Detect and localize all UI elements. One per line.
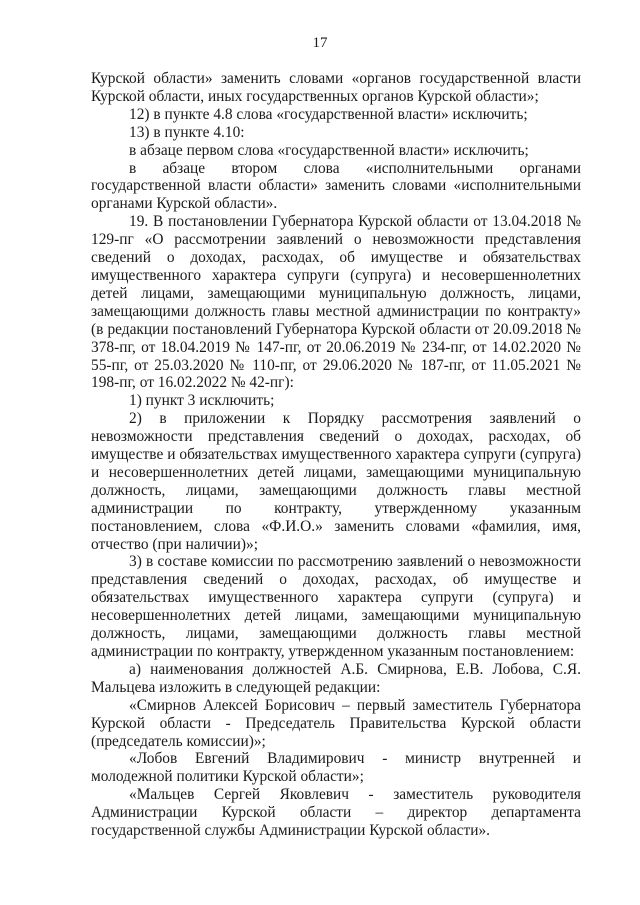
paragraph-quote-maltsev: «Мальцев Сергей Яковлевич - заместитель руководителя Администрации Курской области – директор департамента государственной службы Администрации Курской области». xyxy=(91,786,581,840)
paragraph-section-19: 19. В постановлении Губернатора Курской области от 13.04.2018 № 129-пг «О рассмотрении заявлений о невозможности представления сведений о доходах, расходах, об имуществе и обязательствах имущественного характера супруги (супруга) и несовершеннолетних детей лицами, замещающими муниципальную должность, лицами, замещающими должность главы местной администрации по контракту» (в редакции постановлений Губернатора Курской области от 20.09.2018 № 378-пг, от 18.04.2019 № 147-пг, от 20.06.2019 № 234-пг, от 14.02.2020 № 55-пг, от 25.03.2020 № 110-пг, от 29.06.2020 № 187-пг, от 11.05.2021 № 198-пг, от 16.02.2022 № 42-пг): xyxy=(91,213,581,392)
paragraph-quote-smirnov: «Смирнов Алексей Борисович – первый заместитель Губернатора Курской области - Председатель Правительства Курской области (председатель комиссии)»; xyxy=(91,696,581,750)
paragraph-quote-lobov: «Лобов Евгений Владимирович - министр внутренней и молодежной политики Курской области»; xyxy=(91,750,581,786)
paragraph-subpoint-a: а) наименования должностей А.Б. Смирнова, Е.В. Лобова, С.Я. Мальцева изложить в следующей редакции: xyxy=(91,660,581,696)
paragraph-item-12: 12) в пункте 4.8 слова «государственной власти» исключить; xyxy=(129,105,528,123)
paragraph-point-2: 2) в приложении к Порядку рассмотрения заявлений о невозможности представления сведений о доходах, расходах, об имуществе и обязательствах имущественного характера супруги (супруга) и несовершеннолетних детей лицами, замещающими муниципальную должность, лицами, замещающими должность главы местной администрации по контракту, утвержденному указанным постановлением, слова «Ф.И.О.» заменить словами «фамилия, имя, отчество (при наличии)»; xyxy=(91,410,581,553)
paragraph-point-3: 3) в составе комиссии по рассмотрению заявлений о невозможности представления сведений о доходах, расходах, об имуществе и обязательствах имущественного характера супруги (супруга) и несовершеннолетних детей лицами, замещающими муниципальную должность, лицами, замещающими должность главы местной администрации по контракту, утвержденном указанным постановлением: xyxy=(91,553,581,660)
paragraph-abzac-second: в абзаце втором слова «исполнительными органами государственной власти области» заменить словами «исполнительными органами Курской области». xyxy=(91,159,581,213)
paragraph-continuation: Курской области» заменить словами «органов государственной власти Курской области, иных государственных органов Курской области»; xyxy=(91,70,581,105)
paragraph-point-1: 1) пункт 3 исключить; xyxy=(129,392,275,410)
paragraph-abzac-first: в абзаце первом слова «государственной власти» исключить; xyxy=(129,141,529,159)
page-number: 17 xyxy=(312,35,328,51)
document-body xyxy=(91,70,581,840)
paragraph-item-13: 13) в пункте 4.10: xyxy=(129,123,245,141)
